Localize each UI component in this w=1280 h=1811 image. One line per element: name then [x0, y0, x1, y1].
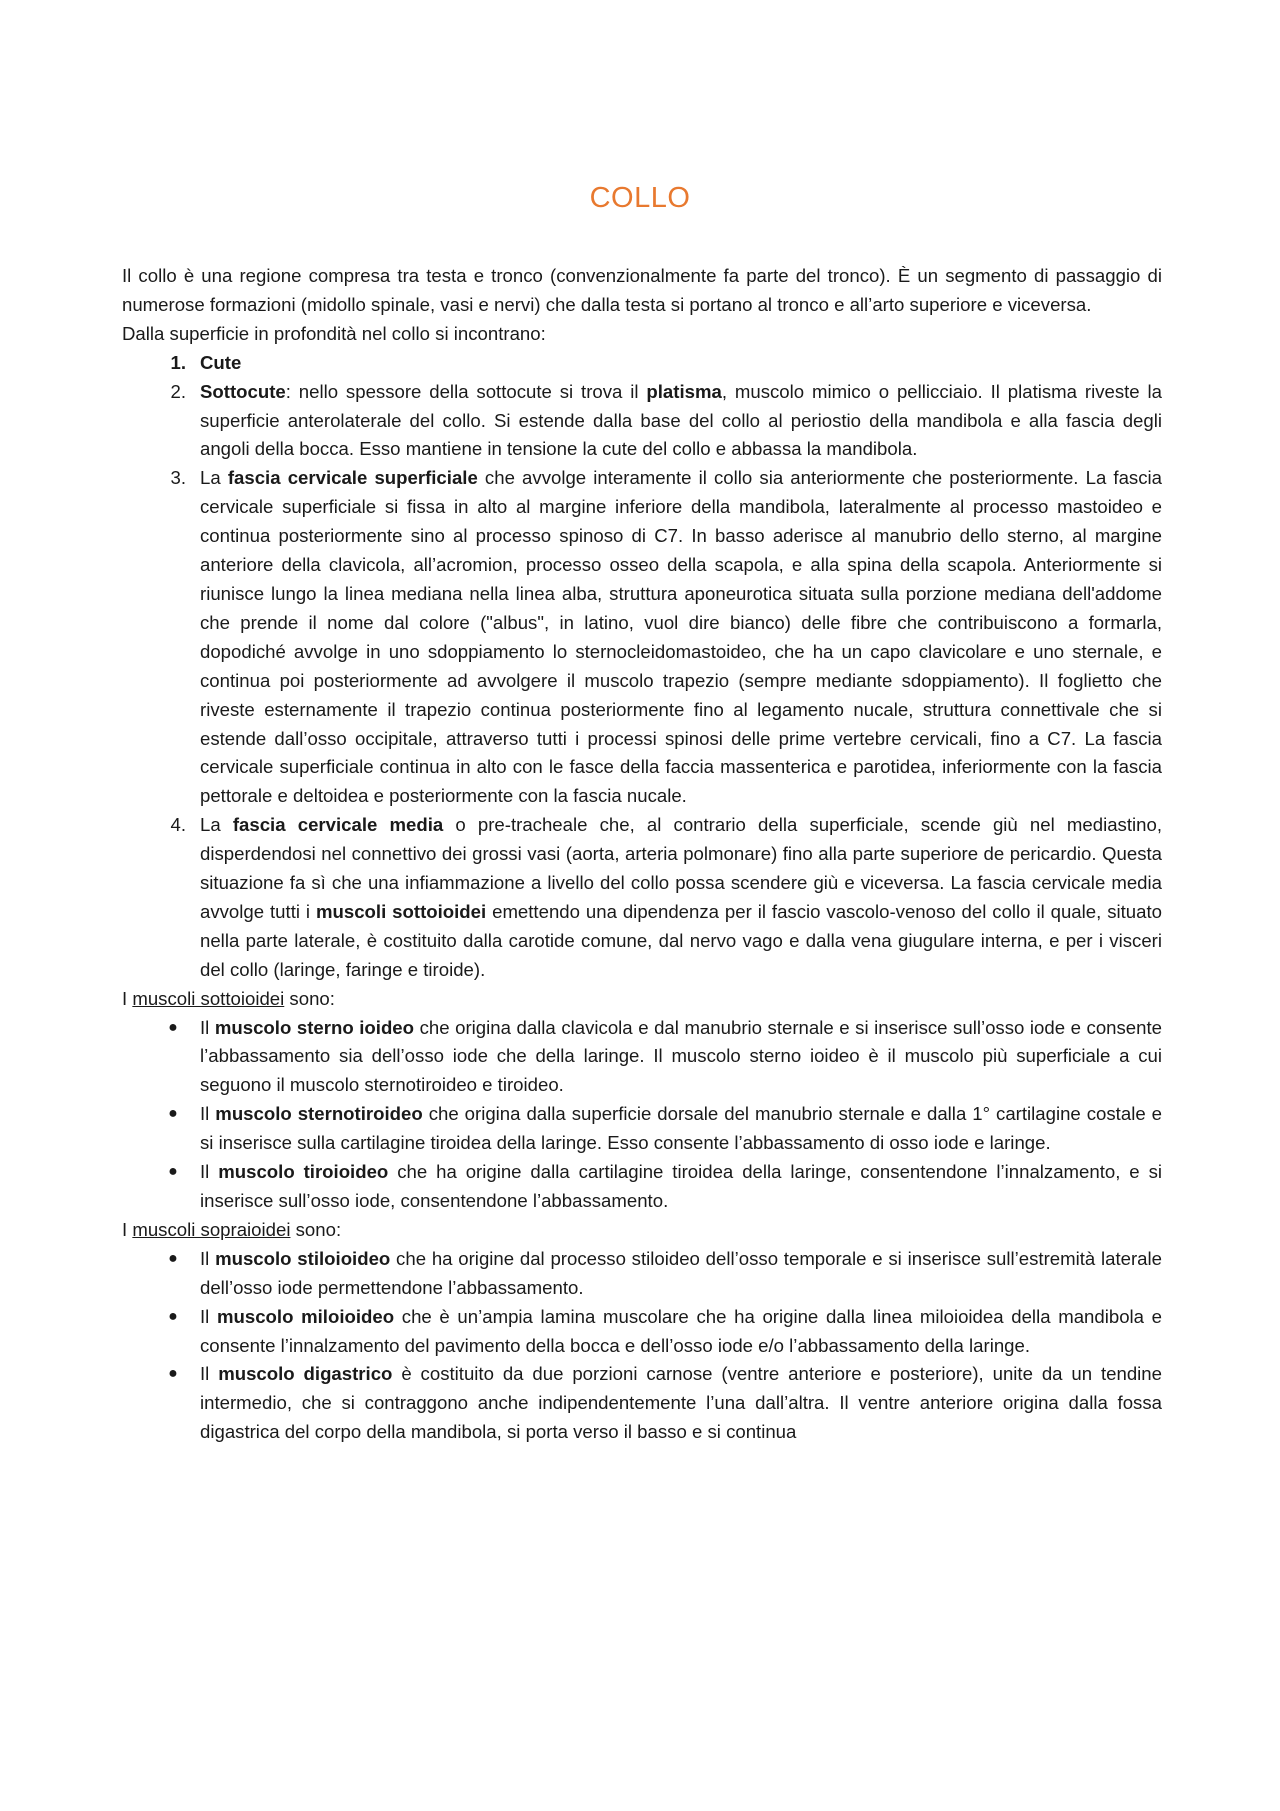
- text-run: Il: [200, 1103, 216, 1125]
- bullet-icon: ●: [168, 1105, 178, 1123]
- intro-paragraph: Il collo è una regione compresa tra testa e tronco (convenzionalmente fa parte del tronco). È un segmento di passaggio di numerose formazioni (midollo spinale, vasi e nervi) che dalla testa si portano al tronco e all’arto superiore e viceversa.: [122, 265, 1162, 315]
- bold-term: Sottocute: [200, 380, 286, 402]
- text-run: Il: [200, 1247, 216, 1269]
- text-run: : nello spessore della sottocute si trova il: [285, 380, 647, 402]
- bullet-icon: ●: [168, 1018, 178, 1036]
- text-run: Il: [200, 1363, 219, 1385]
- bullet-icon: ●: [168, 1163, 178, 1181]
- list-number: 1.: [170, 351, 186, 373]
- bold-term: muscolo stiloioideo: [215, 1247, 391, 1269]
- text-run: Il: [200, 1016, 215, 1038]
- list-number: 2.: [170, 380, 186, 402]
- bullet-icon: ●: [168, 1249, 178, 1267]
- layer-item: [122, 349, 1162, 378]
- text-run: Il: [200, 1305, 217, 1327]
- sopraioidei-heading: I muscoli sopraioidei sono:: [122, 1218, 342, 1240]
- text-run: è costituito da due porzioni carnose (ventre anteriore e posteriore), unite da un tendine intermedio, che si contraggono anche indipendentemente l’una dall’altra. Il ventre anteriore origina dalla fossa digastrica del corpo della mandibola, si porta verso il basso e si continua: [200, 1363, 1162, 1443]
- muscle-item: [122, 1158, 1162, 1216]
- intro-lead: Dalla superficie in profondità nel collo si incontrano:: [122, 322, 546, 344]
- bullet-icon: ●: [168, 1365, 178, 1383]
- layer-item: [122, 811, 1162, 984]
- text-run: o pre-tracheale che, al contrario della superficiale, scende giù nel mediastino, disperdendosi nel connettivo dei grossi vasi (aorta, arteria polmonare) fino alla parte superiore de pericardio. Questa situazione fa sì che una infiammazione a livello del collo possa scendere giù e viceversa. La fascia cervicale media avvolge tutti i: [200, 814, 1162, 922]
- bold-term: muscolo sternotiroideo: [215, 1103, 423, 1125]
- sottoioidei-list: [122, 1014, 1162, 1216]
- sopraioidei-list: [122, 1245, 1162, 1447]
- layer-item: [122, 464, 1162, 811]
- muscle-item: [122, 1303, 1162, 1361]
- text-run: La: [200, 467, 228, 489]
- text-run: che origina dalla clavicola e dal manubrio sternale e si inserisce sull’osso iode e consente l’abbassamento sia dell’osso iode che della laringe. Il muscolo sterno ioideo è il muscolo più superficiale a cui seguono il muscolo sternotiroideo e tiroideo.: [200, 1016, 1162, 1096]
- text-run: La: [200, 814, 233, 836]
- layer-item: [122, 378, 1162, 465]
- bold-term: muscolo miloioideo: [216, 1305, 395, 1327]
- list-number: 3.: [170, 467, 186, 489]
- muscle-item: [122, 1014, 1162, 1101]
- bold-term: muscolo tiroioideo: [218, 1161, 389, 1183]
- text-run: che origina dalla superficie dorsale del manubrio sternale e dalla 1° cartilagine costale e si inserisce sulla cartilagine tiroidea della laringe. Esso consente l’abbassamento di osso iode e laringe.: [200, 1103, 1162, 1154]
- list-number: 4.: [170, 814, 186, 836]
- bold-term: Cute: [200, 351, 242, 373]
- text-run: che ha origine dalla cartilagine tiroidea della laringe, consentendone l’innalzamento, e si inserisce sull’osso iode, consentendone l’abbassamento.: [200, 1161, 1162, 1211]
- text-run: che avvolge interamente il collo sia anteriormente che posteriormente. La fascia cervicale superficiale si fissa in alto al margine inferiore della mandibola, lateralmente al processo mastoideo e continua posteriormente sino al processo spinoso di C7. In basso aderisce al manubrio dello sterno, al margine anteriore della clavicola, all’acromion, processo osseo della scapola, e alla spina della scapola. Anteriormente si riunisce lungo la linea mediana nella linea alba, struttura aponeurotica situata sulla porzione mediana dell'addome che prende il nome dal colore ("albus", in latino, vuol dire bianco) delle fibre che contribuiscono a formarla, dopodiché avvolge in uno sdoppiamento lo sternocleidomastoideo, che ha un capo clavicolare e uno sternale, e continua poi posteriormente ad avvolgere il muscolo trapezio (sempre mediante sdoppiamento). Il foglietto che riveste esternamente il trapezio continua posteriormente fino al legamento nucale, struttura connettivale che si estende dall’osso occipitale, attraverso tutti i processi spinosi delle prime vertebre cervicali, fino a C7. La fascia cervicale superficiale continua in alto con le fasce della faccia massenterica e parotidea, inferiormente con la fascia pettorale e deltoidea e posteriormente con la fascia nucale.: [200, 467, 1162, 807]
- text-run: emettendo una dipendenza per il fascio vascolo-venoso del collo il quale, situato nella parte laterale, è costituito dalla carotide comune, dal nervo vago e dalla vena giugulare interna, e per i visceri del collo (laringe, faringe e tiroide).: [200, 900, 1162, 980]
- bullet-icon: ●: [168, 1307, 178, 1325]
- muscle-item: [122, 1100, 1162, 1158]
- muscle-item: [122, 1360, 1162, 1447]
- bold-term: muscolo sterno ioideo: [214, 1016, 415, 1038]
- bold-term: muscoli sottoioidei: [315, 900, 487, 922]
- layers-list: [122, 349, 1162, 985]
- text-run: , muscolo mimico o pellicciaio. Il platisma riveste la superficie anterolaterale del collo. Si estende dalla base del collo al periostio della mandibola e alla fascia degli angoli della bocca. Esso mantiene in tensione la cute del collo e abbassa la mandibola.: [200, 380, 1162, 460]
- bold-term: fascia cervicale superficiale: [227, 467, 478, 489]
- text-run: Il: [200, 1161, 219, 1183]
- muscle-item: [122, 1245, 1162, 1303]
- bold-term: fascia cervicale media: [232, 814, 444, 836]
- document-body: [122, 262, 1162, 1447]
- text-run: che è un’ampia lamina muscolare che ha origine dalla linea miloioidea della mandibola e consente l’innalzamento del pavimento della bocca e dell’osso iode e/o l’abbassamento della laringe.: [200, 1305, 1163, 1356]
- text-run: che ha origine dal processo stiloideo dell’osso temporale e si inserisce sull’estremità laterale dell’osso iode permettendone l’abbassamento.: [200, 1247, 1162, 1298]
- sottoioidei-heading: I muscoli sottoioidei sono:: [122, 987, 335, 1009]
- bold-term: muscolo digastrico: [218, 1363, 393, 1385]
- page-title: COLLO: [589, 182, 691, 214]
- bold-term: platisma: [646, 380, 722, 402]
